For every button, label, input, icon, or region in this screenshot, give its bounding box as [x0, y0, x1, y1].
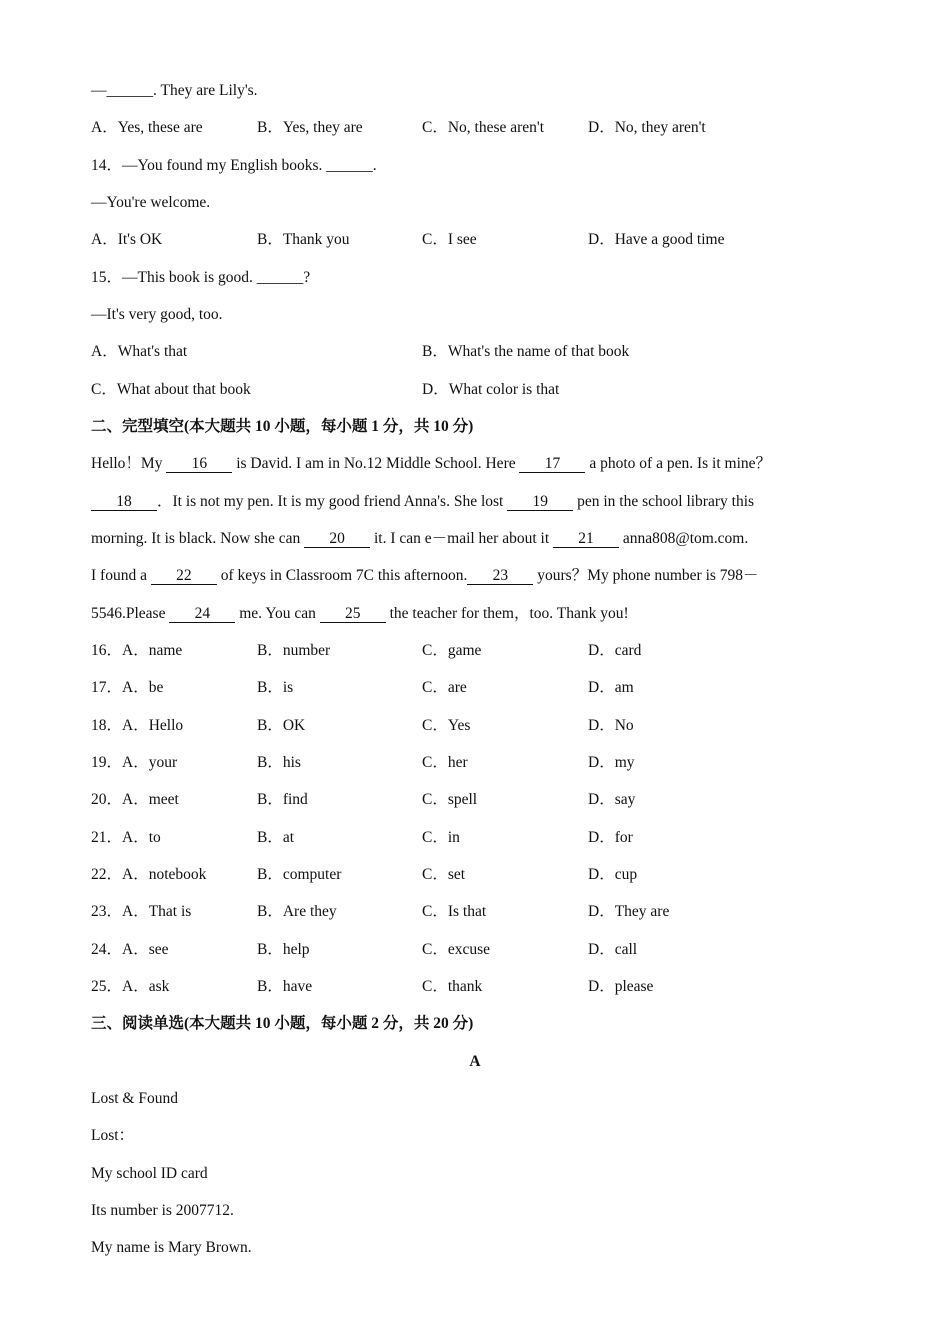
- passage-text: of keys in Classroom 7C this afternoon.: [216, 567, 468, 584]
- option-b[interactable]: B．find: [257, 791, 308, 808]
- passage-text: Hello！My: [91, 455, 167, 472]
- blank-21[interactable]: 21: [553, 531, 619, 548]
- option-d[interactable]: D．for: [588, 829, 633, 846]
- q15-options-row1: [91, 342, 891, 362]
- blank-25[interactable]: 25: [320, 606, 386, 623]
- option-c[interactable]: C．spell: [422, 791, 478, 808]
- passage-text: morning. It is black. Now she can: [91, 530, 305, 547]
- question-row: [91, 790, 891, 810]
- passage-text: ．It is not my pen. It is my good friend Anna's. She lost: [157, 493, 508, 510]
- q13-option-a[interactable]: A．Yes, these are: [91, 119, 203, 136]
- q13-option-d[interactable]: D．No, they aren't: [588, 119, 706, 136]
- reading-part-label: A: [469, 1053, 481, 1070]
- q13-option-c[interactable]: C．No, these aren't: [422, 119, 545, 136]
- passage-line-2: [91, 492, 754, 512]
- passage-line-1: [91, 454, 771, 474]
- passage-line-3: [91, 529, 748, 549]
- option-d[interactable]: D．my: [588, 754, 635, 771]
- blank-17[interactable]: 17: [519, 456, 585, 473]
- question-row: [91, 902, 891, 922]
- question-row: [91, 716, 891, 736]
- reading-line: Lost：: [91, 1127, 135, 1144]
- question-row: [91, 865, 891, 885]
- option-c[interactable]: C．her: [422, 754, 468, 771]
- q14-option-c[interactable]: C．I see: [422, 231, 477, 248]
- option-b[interactable]: B．his: [257, 754, 301, 771]
- passage-text: anna808@tom.com.: [619, 530, 749, 547]
- option-d[interactable]: D．call: [588, 941, 638, 958]
- question-row: [91, 678, 891, 698]
- option-d[interactable]: D．No: [588, 717, 634, 734]
- reading-line: My school ID card: [91, 1165, 208, 1182]
- option-d[interactable]: D．cup: [588, 866, 638, 883]
- option-c[interactable]: C．game: [422, 642, 482, 659]
- option-b[interactable]: B．have: [257, 978, 313, 995]
- section2-heading: 二、完型填空(本大题共 10 小题，每小题 1 分，共 10 分): [91, 418, 474, 435]
- q15-options-row2: [91, 380, 891, 400]
- q14-option-d[interactable]: D．Have a good time: [588, 231, 725, 248]
- q15-option-d[interactable]: D．What color is that: [422, 381, 560, 398]
- option-a[interactable]: 18．A．Hello: [91, 717, 184, 734]
- option-d[interactable]: D．card: [588, 642, 642, 659]
- option-a[interactable]: 24．A．see: [91, 941, 169, 958]
- q15-reply: —It's very good, too.: [91, 306, 223, 323]
- passage-text: is David. I am in No.12 Middle School. Here: [232, 455, 520, 472]
- q14-reply: —You're welcome.: [91, 194, 211, 211]
- option-b[interactable]: B．OK: [257, 717, 306, 734]
- passage-line-4: [91, 566, 759, 586]
- passage-line-5: [91, 604, 629, 624]
- option-c[interactable]: C．set: [422, 866, 466, 883]
- option-a[interactable]: 20．A．meet: [91, 791, 179, 808]
- q15-option-a[interactable]: A．What's that: [91, 343, 188, 360]
- option-a[interactable]: 25．A．ask: [91, 978, 170, 995]
- blank-22[interactable]: 22: [151, 568, 217, 585]
- q13-options: [91, 118, 891, 138]
- blank-19[interactable]: 19: [507, 494, 573, 511]
- passage-text: me. You can: [235, 605, 320, 622]
- passage-text: it. I can e－mail her about it: [370, 530, 554, 547]
- option-d[interactable]: D．please: [588, 978, 654, 995]
- blank-20[interactable]: 20: [304, 531, 370, 548]
- passage-text: pen in the school library this: [573, 493, 755, 510]
- question-row: [91, 641, 891, 661]
- reading-line: Its number is 2007712.: [91, 1202, 234, 1219]
- question-row: [91, 753, 891, 773]
- passage-text: I found a: [91, 567, 151, 584]
- blank-16[interactable]: 16: [166, 456, 232, 473]
- passage-text: 5546.Please: [91, 605, 170, 622]
- q14-option-a[interactable]: A．It's OK: [91, 231, 163, 248]
- option-b[interactable]: B．help: [257, 941, 310, 958]
- option-b[interactable]: B．at: [257, 829, 295, 846]
- question-row: [91, 940, 891, 960]
- option-a[interactable]: 21．A．to: [91, 829, 161, 846]
- option-d[interactable]: D．am: [588, 679, 634, 696]
- option-c[interactable]: C．excuse: [422, 941, 491, 958]
- option-b[interactable]: B．is: [257, 679, 294, 696]
- q14-option-b[interactable]: B．Thank you: [257, 231, 350, 248]
- blank-18[interactable]: 18: [91, 494, 157, 511]
- question-row: [91, 828, 891, 848]
- q15-option-b[interactable]: B．What's the name of that book: [422, 343, 630, 360]
- passage-text: a photo of a pen. Is it mine？: [585, 455, 772, 472]
- option-c[interactable]: C．Yes: [422, 717, 471, 734]
- passage-text: yours？My phone number is 798－: [533, 567, 759, 584]
- q15-option-c[interactable]: C．What about that book: [91, 381, 251, 398]
- option-b[interactable]: B．number: [257, 642, 331, 659]
- q14-stem: 14．—You found my English books. ______.: [91, 157, 377, 174]
- option-c[interactable]: C．thank: [422, 978, 483, 995]
- blank-23[interactable]: 23: [467, 568, 533, 585]
- question-row: [91, 977, 891, 997]
- option-d[interactable]: D．say: [588, 791, 636, 808]
- reading-line: Lost & Found: [91, 1090, 178, 1107]
- q13-answer-line: —______. They are Lily's.: [91, 82, 258, 99]
- reading-line: My name is Mary Brown.: [91, 1239, 252, 1256]
- option-b[interactable]: B．computer: [257, 866, 342, 883]
- section3-heading: 三、阅读单选(本大题共 10 小题，每小题 2 分，共 20 分): [91, 1015, 474, 1032]
- option-c[interactable]: C．in: [422, 829, 460, 846]
- option-a[interactable]: 19．A．your: [91, 754, 178, 771]
- option-c[interactable]: C．Is that: [422, 903, 487, 920]
- passage-text: the teacher for them，too. Thank you!: [385, 605, 629, 622]
- q14-options: [91, 230, 891, 250]
- option-a[interactable]: 17．A．be: [91, 679, 164, 696]
- option-b[interactable]: B．Are they: [257, 903, 337, 920]
- option-a[interactable]: 16．A．name: [91, 642, 183, 659]
- option-a[interactable]: 22．A．notebook: [91, 866, 207, 883]
- option-a[interactable]: 23．A．That is: [91, 903, 192, 920]
- option-d[interactable]: D．They are: [588, 903, 670, 920]
- q15-stem: 15．—This book is good. ______?: [91, 269, 311, 286]
- option-c[interactable]: C．are: [422, 679, 467, 696]
- blank-24[interactable]: 24: [169, 606, 235, 623]
- q13-option-b[interactable]: B．Yes, they are: [257, 119, 363, 136]
